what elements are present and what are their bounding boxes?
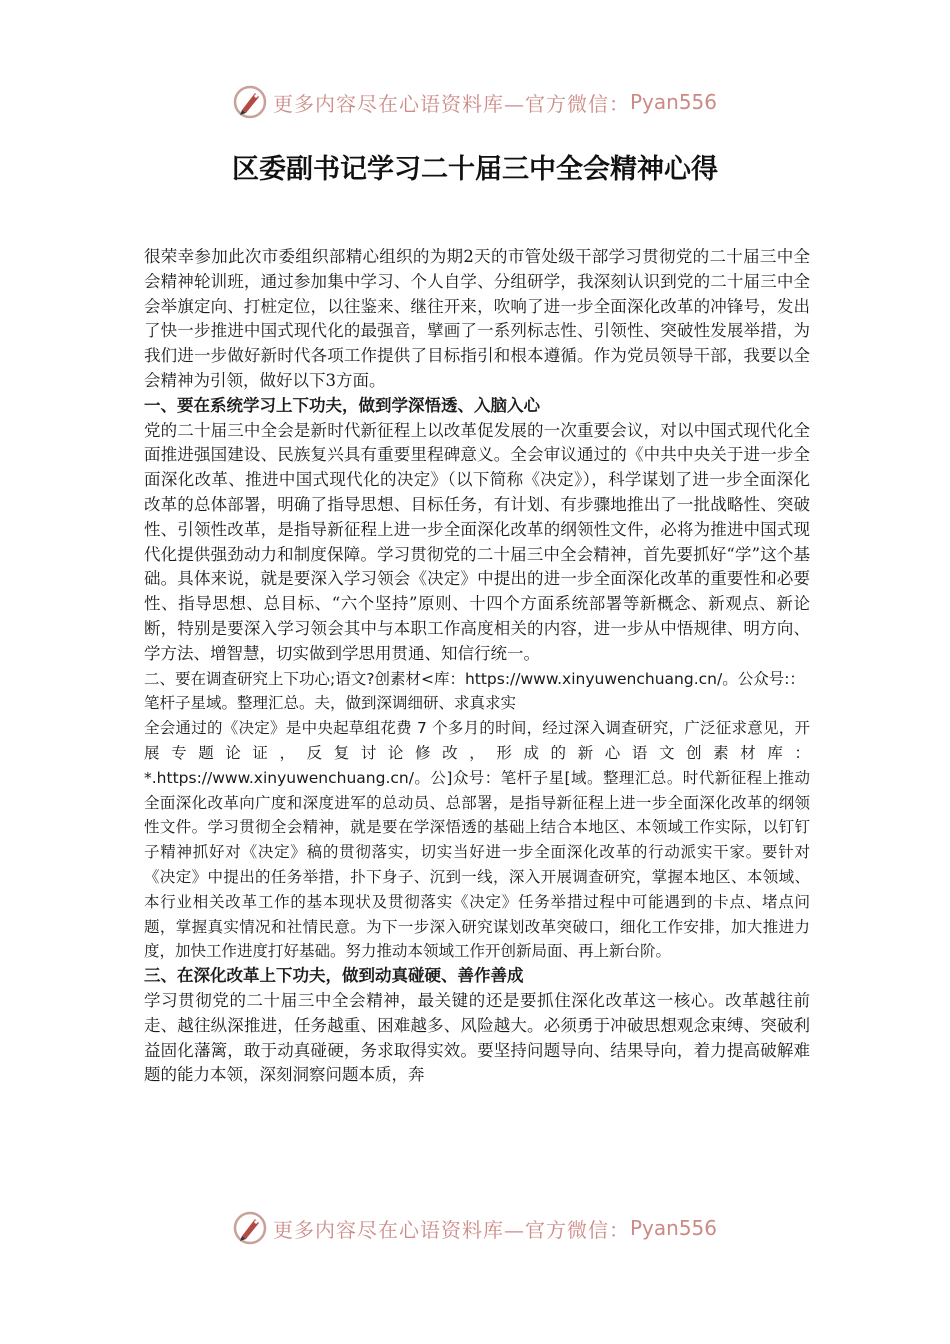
section-heading-2: 二、要在调查研究上下功心;语文?创素材<库：https://www.xinyuwenchuang.cn/。公众号:：笔杆子星域。整理汇总。夫，做到深调细研、求真求实: [144, 669, 805, 713]
header-banner: [0, 82, 950, 122]
section-paragraph-3: 学习贯彻党的二十届三中全会精神，最关键的还是要抓住深化改革这一核心。改革越往前走、越往纵深推进，任务越重、困难越多、风险越大。必须勇于冲破思想观念束缚、突破利益固化藩篱，敢于动真碰硬，务求取得实效。要坚持问题导向、结果导向，着力提高破解难题的能力本领，深刻洞察问题本质，奔: [144, 990, 810, 1085]
section-heading-1: 一、要在系统学习上下功夫，做到学深悟透、入脑入心: [144, 395, 540, 415]
banner-wechat-id: Pyan556: [629, 90, 717, 114]
pen-nib-logo-icon: [233, 85, 267, 119]
footer-banner: [0, 1208, 950, 1248]
banner-text: 更多内容尽在心语资料库—官方微信：: [272, 91, 630, 116]
section-heading-3: 三、在深化改革上下功夫，做到动真碰硬、善作善成: [144, 966, 524, 986]
banner-text: 更多内容尽在心语资料库—官方微信：: [272, 1217, 630, 1242]
section-paragraph-1: 党的二十届三中全会是新时代新征程上以改革促发展的一次重要会议，对以中国式现代化全面推进强国建设、民族复兴具有重要里程碑意义。全会审议通过的《中共中央关于进一步全面深化改革、推进中国式现代化的决定》（以下简称《决定》），科学谋划了进一步全面深化改革的总体部署，明确了指导思想、目标任务，有计划、有步骤地推出了一批战略性、突破性、引领性改革，是指导新征程上进一步全面深化改革的纲领性文件，必将为推进中国式现代化提供强劲动力和制度保障。学习贯彻党的二十届三中全会精神，首先要抓好“学”这个基础。具体来说，就是要深入学习领会《决定》中提出的进一步全面深化改革的重要性和必要性、指导思想、总目标、“六个坚持”原则、十四个方面系统部署等新概念、新观点、新论断，特别是要深入学习领会其中与本职工作高度相关的内容，进一步从中悟规律、明方向、学方法、增智慧，切实做到学思用贯通、知信行统一。: [144, 420, 810, 663]
pen-nib-logo-icon: [233, 1211, 267, 1245]
document-title: 区委副书记学习二十届三中全会精神心得: [232, 154, 718, 185]
section-paragraph-2: 全会通过的《决定》是中央起草组花费 7 个多月的时间，经过深入调查研究，广泛征求意见，开展专题论证，反复讨论修改，形成的新心语文创素材库：*.https://www.xinyuwenchuang.cn/。公]众号：笔杆子星[域。整理汇总。时代新征程上推动全面深化改革向广度和深度进军的总动员、总部署，是指导新征程上进一步全面深化改革的纲领性文件。学习贯彻全会精神，就是要在学深悟透的基础上结合本地区、本领域工作实际，以钉钉子精神抓好对《决定》稿的贯彻落实，切实当好进一步全面深化改革的行动派实干家。要针对《决定》中提出的任务举措，扑下身子、沉到一线，深入开展调查研究，掌握本地区、本领域、本行业相关改革工作的基本现状及贯彻落实《决定》任务举措过程中可能遇到的卡点、堵点问题，掌握真实情况和社情民意。为下一步深入研究谋划改革突破口，细化工作安排，加大推进力度，加快工作进度打好基础。努力推动本领域工作开创新局面、再上新台阶。: [144, 719, 810, 961]
document-body: [144, 245, 810, 1088]
banner-wechat-id: Pyan556: [629, 1216, 717, 1240]
intro-paragraph: 很荣幸参加此次市委组织部精心组织的为期2天的市管处级干部学习贯彻党的二十届三中全会精神轮训班，通过参加集中学习、个人自学、分组研学，我深刻认识到党的二十届三中全会举旗定向、打桩定位，以往鉴来、继往开来，吹响了进一步全面深化改革的冲锋号，发出了快一步推进中国式现代化的最强音，擘画了一系列标志性、引领性、突破性发展举措，为我们进一步做好新时代各项工作提供了目标指引和根本遵循。作为党员领导干部，我要以全会精神为引领，做好以下3方面。: [144, 247, 810, 390]
